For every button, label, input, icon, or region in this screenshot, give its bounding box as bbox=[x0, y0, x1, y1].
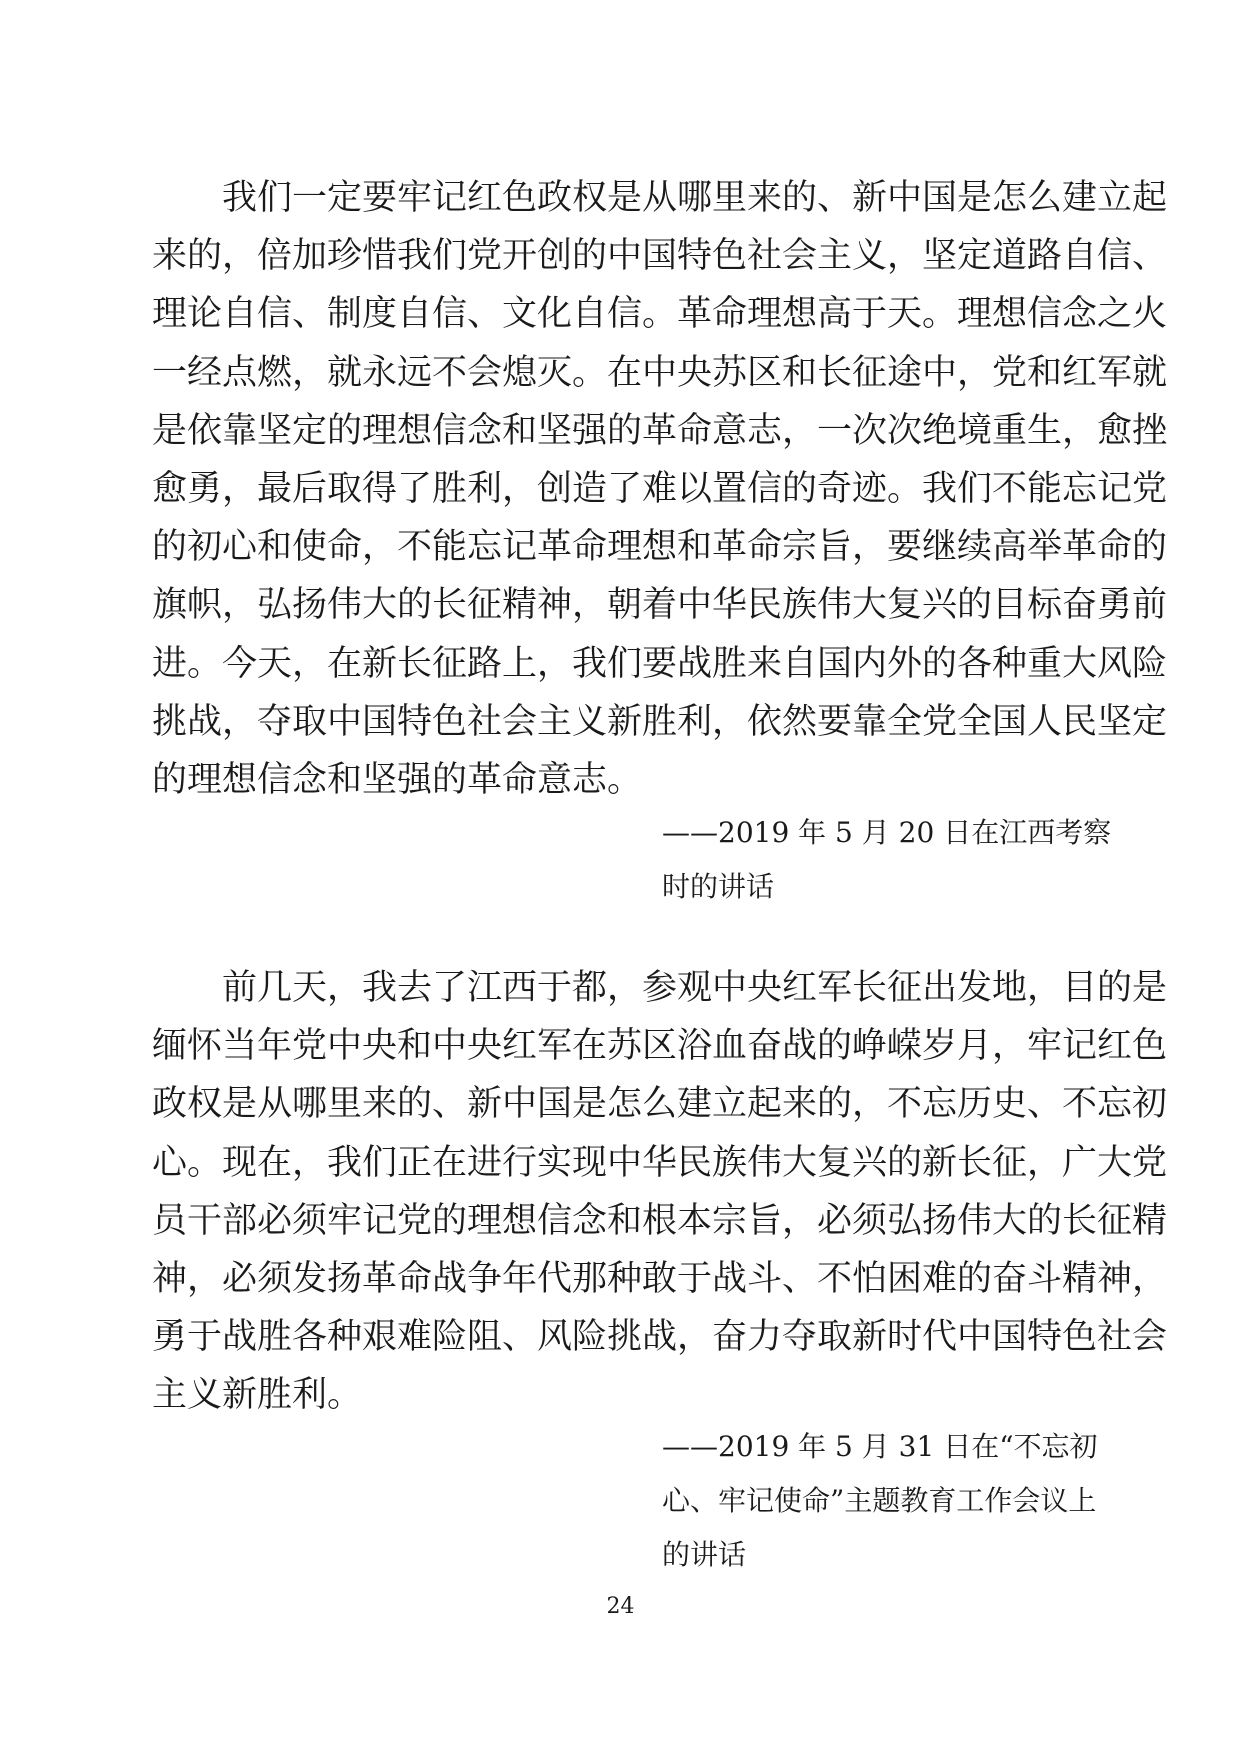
quote-2-paragraph bbox=[152, 959, 1168, 1425]
quote-1-line: 我们一定要牢记红色政权是从哪里来的、新中国是怎么建立起 bbox=[222, 178, 1168, 218]
quote-2-line: 神，必须发扬革命战争年代那种敢于战斗、不怕困难的奋斗精神， bbox=[152, 1258, 1168, 1299]
quote-1-line: 一经点燃，就永远不会熄灭。在中央苏区和长征途中，党和红军就 bbox=[152, 352, 1168, 393]
attribution-line: ——2019 年 5 月 20 日在江西考察 bbox=[662, 816, 1112, 849]
quote-2-attribution bbox=[662, 1420, 1098, 1582]
quote-1-line: 理论自信、制度自信、文化自信。革命理想高于天。理想信念之火 bbox=[152, 294, 1168, 335]
page-number: 24 bbox=[606, 1594, 635, 1619]
quote-1-paragraph bbox=[152, 169, 1168, 809]
quote-2-line: 勇于战胜各种艰难险阻、风险挑战，奋力夺取新时代中国特色社会 bbox=[152, 1317, 1168, 1358]
quote-2-line: 心。现在，我们正在进行实现中华民族伟大复兴的新长征，广大党 bbox=[152, 1142, 1168, 1183]
quote-2-line: 前几天，我去了江西于都，参观中央红军长征出发地，目的是 bbox=[222, 968, 1168, 1008]
quote-1-line: 进。今天，在新长征路上，我们要战胜来自国内外的各种重大风险 bbox=[152, 643, 1168, 684]
quote-1-line: 来的，倍加珍惜我们党开创的中国特色社会主义，坚定道路自信、 bbox=[152, 236, 1168, 277]
attribution-line: 的讲话 bbox=[662, 1538, 747, 1571]
quote-1-line: 挑战，夺取中国特色社会主义新胜利，依然要靠全党全国人民坚定 bbox=[152, 701, 1168, 742]
quote-1-line: 的初心和使命，不能忘记革命理想和革命宗旨，要继续高举革命的 bbox=[152, 527, 1168, 568]
quote-1-line: 是依靠坚定的理想信念和坚强的革命意志，一次次绝境重生，愈挫 bbox=[152, 410, 1168, 451]
attribution-line: ——2019 年 5 月 31 日在“不忘初 bbox=[662, 1430, 1098, 1463]
quote-2-line: 政权是从哪里来的、新中国是怎么建立起来的，不忘历史、不忘初 bbox=[152, 1084, 1168, 1125]
attribution-line: 心、牢记使命”主题教育工作会议上 bbox=[662, 1484, 1097, 1517]
quote-2-line: 员干部必须牢记党的理想信念和根本宗旨，必须弘扬伟大的长征精 bbox=[152, 1200, 1168, 1241]
quote-2-line: 缅怀当年党中央和中央红军在苏区浴血奋战的峥嵘岁月，牢记红色 bbox=[152, 1026, 1168, 1067]
quote-2-line: 主义新胜利。 bbox=[152, 1375, 363, 1416]
attribution-line: 时的讲话 bbox=[662, 870, 775, 903]
quote-1-line: 的理想信念和坚强的革命意志。 bbox=[152, 759, 643, 800]
quote-1-attribution bbox=[662, 806, 1112, 914]
quote-1-line: 旗帜，弘扬伟大的长征精神，朝着中华民族伟大复兴的目标奋勇前 bbox=[152, 585, 1168, 626]
quote-1-line: 愈勇，最后取得了胜利，创造了难以置信的奇迹。我们不能忘记党 bbox=[152, 468, 1168, 509]
